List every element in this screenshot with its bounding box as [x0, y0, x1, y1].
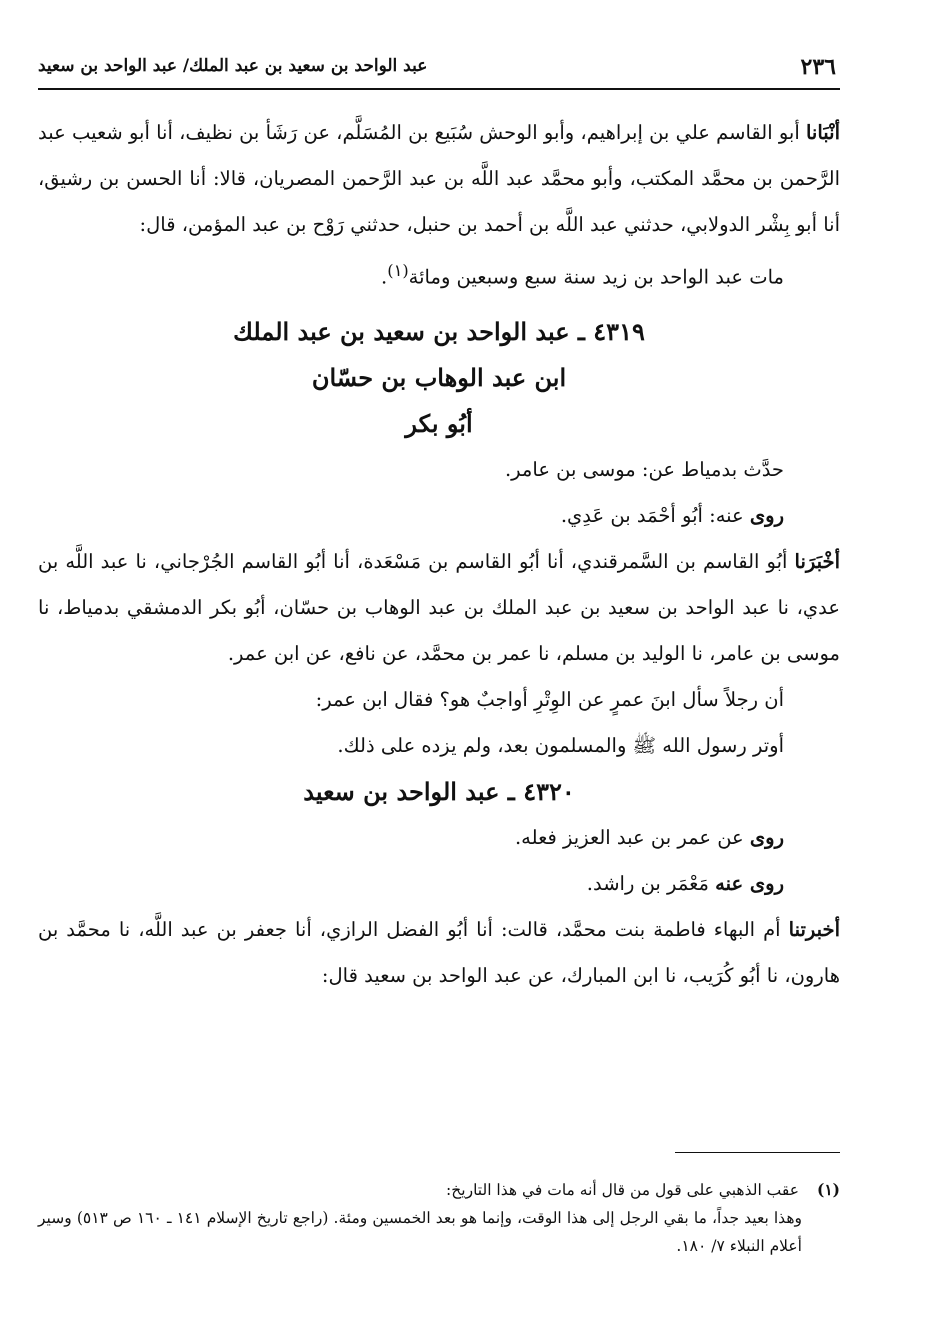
hadith-answer: أوتر رسول الله ﷺ والمسلمون بعد، ولم يزده على ذلك. [337, 733, 784, 757]
hadath-line: حدَّث بدمياط عن: موسى بن عامر. [504, 457, 784, 481]
main-text [38, 110, 840, 999]
paragraph-isnad-1 [38, 110, 840, 248]
running-head: عبد الواحد بن سعيد بن عبد الملك/ عبد الواحد بن سعيد [38, 56, 428, 76]
hadith-question: أن رجلاً سأل ابنَ عمرٍ عن الوِتْرِ أواجبٌ هو؟ فقال ابن عمر: [315, 687, 784, 711]
entry-title-line-3: أبُو بكر [405, 408, 473, 438]
rawa-line: روى عنه: أبُو أحْمَد بن عَدِي. [560, 503, 784, 527]
paragraph-isnad-2: أخْبَرَنا أبُو القاسم بن السَّمرقندي، أنا أبُو القاسم بن مَسْعَدة، أنا أبُو القاسم الجُرْجاني، نا عبد اللَّه بن عدي، نا عبد الواحد بن سعيد بن عبد الملك بن عبد الوهاب بن حسّان، أبُو بكر الدمشقي بدمياط، نا موسى بن عامر، نا الوليد بن مسلم، نا عمر بن محمَّد، عن نافع، عن ابن عمر. [38, 549, 840, 665]
quote-death-date: مات عبد الواحد بن زيد سنة سبع وسبعين ومائة$^{(١)}$. [381, 261, 784, 289]
entry-title-line-2: ابن عبد الوهاب بن حسّان [311, 362, 567, 392]
paragraph-text: أبو القاسم علي بن إبراهيم، وأبو الوحش سُبَيع بن المُسَلَّم، عن رَشَأ بن نظيف، أنا أبو شعيب عبد الرَّحمن بن محمَّد المكتب، وأبو محمَّد عبد اللَّه بن عبد الرَّحمن المصريان، قالا: أنا الحسن بن رشيق، أنا أبو بِشْر الدولابي، حدثني عبد اللَّه بن أحمد بن حنبل، حدثني رَوْح بن عبد المؤمن، قال: [38, 121, 840, 236]
page-header [38, 52, 840, 90]
lead-word: أنْبَانا [805, 121, 840, 144]
rawa-anhu-line: روى عنه مَعْمَر بن راشد. [586, 871, 784, 895]
footnote-1: (١)عقب الذهبي على قول من قال أنه مات في هذا التاريخ: [446, 1180, 840, 1199]
footnote-ref[interactable]: (١) [387, 261, 409, 280]
entry-title-line-1: ٤٣١٩ ـ عبد الواحد بن سعيد بن عبد الملك [233, 316, 645, 346]
footnote-divider [675, 1152, 840, 1153]
entry-4320-title: ٤٣٢٠ ـ عبد الواحد بن سعيد [303, 776, 575, 806]
footnote-1-text: وهذا بعيد جداً، ما بقي الرجل إلى هذا الوقت، وإنما هو بعد الخمسين ومئة. (راجع تاريخ الإسلام ١٤١ ـ ١٦٠ ص ٥١٣) وسير أعلام النبلاء ٧/ ١٨٠. [38, 1209, 802, 1255]
page-number: ٢٣٦ [800, 54, 836, 80]
footnote-mark: (١) [816, 1180, 840, 1199]
rawa-an-line: روى عن عمر بن عبد العزيز فعله. [514, 825, 784, 849]
paragraph-isnad-3: أخبرتنا أم البهاء فاطمة بنت محمَّد، قالت: أنا أبُو الفضل الرازي، أنا جعفر بن عبد اللَّه، نا محمَّد بن هارون، نا أبُو كُرَيب، نا ابن المبارك، عن عبد الواحد بن سعيد قال: [38, 917, 840, 987]
entry-4319-title [38, 309, 840, 447]
footnotes [38, 1176, 840, 1260]
